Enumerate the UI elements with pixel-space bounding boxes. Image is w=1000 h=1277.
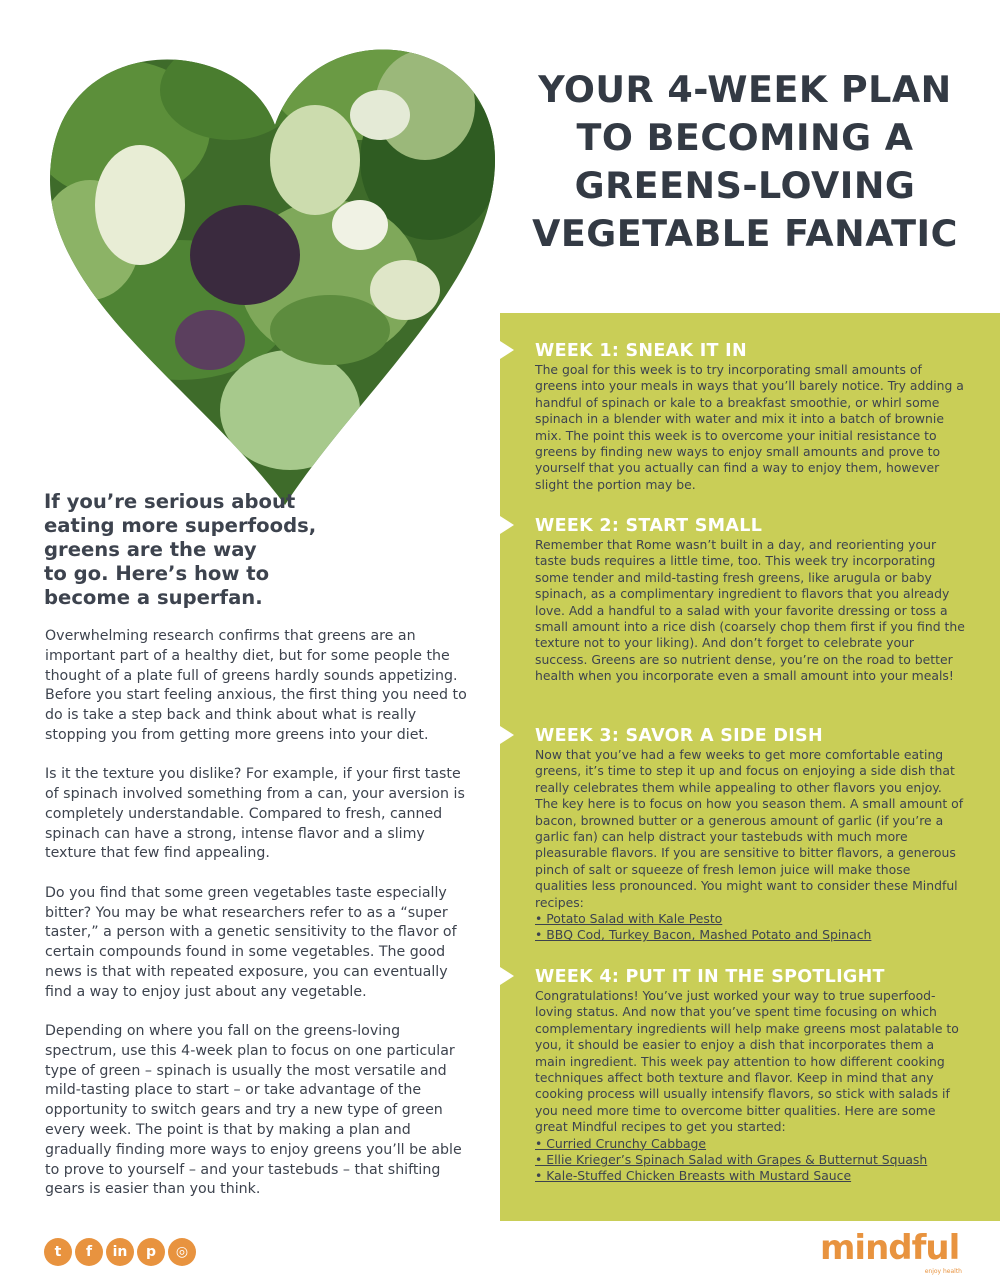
mindful-logo [820,1228,970,1274]
facebook-icon[interactable]: f [75,1238,103,1266]
intro-body [45,627,475,1220]
week-3-text: Now that you’ve had a few weeks to get more comfortable eating greens, it’s time to step it up and focus on enjoying a side dish that really celebrates them while appealing to other flavors you enjoy. The key here is to focus on how you season them. A small amount of bacon, browned butter or a generous amount of garlic (if you’re a garlic fan) can help distract your tastebuds with much more pleasurable flavors. If you are sensitive to bitter flavors, a generous pinch of salt or squeeze of fresh lemon juice will make those qualities less pronounced. You might want to consider these Mindful recipes: [535,747,964,910]
page-title [510,66,980,258]
week-1-heading: WEEK 1: SNEAK IT IN [535,341,747,361]
body-paragraph: Do you find that some green vegetables taste especially bitter? You may be what researchers refer to as a “super taster,” a person with a genetic sensitivity to the flavor of certain compounds found in some vegetables. The good news is that with repeated exposure, you can eventually find a way to enjoy just about any vegetable. [45,884,457,1000]
intro-lead [44,490,344,610]
week-1-text: The goal for this week is to try incorporating small amounts of greens into your meals in ways that you’ll barely notice. Try adding a handful of spinach or kale to a breakfast smoothie, or whirl some spinach in a blender with water and mix it into a batch of brownie mix. The point this week is to overcome your initial resistance to greens by finding new ways to enjoy small amounts and prove to yourself that you actually can find a way to enjoy them, however slight the portion may be. [535,362,964,492]
week-2-heading: WEEK 2: START SMALL [535,516,763,536]
recipe-link[interactable]: • Kale-Stuffed Chicken Breasts with Mustard Sauce [535,1168,852,1184]
week-4-notch [500,967,514,985]
recipe-link[interactable]: • BBQ Cod, Turkey Bacon, Mashed Potato and Spinach [535,927,872,943]
body-paragraph: Depending on where you fall on the greens-loving spectrum, use this 4-week plan to focus on one particular type of green – spinach is usually the most versatile and mild-tasting place to start – or take advantage of the opportunity to switch gears and try a new type of green every week. The point is that by making a plan and gradually finding more ways to enjoy greens you’ll be able to prove to yourself – and your tastebuds – that shifting gears is easier than you think. [45,1023,462,1198]
recipe-link[interactable]: • Potato Salad with Kale Pesto [535,911,723,927]
week-2-text: Remember that Rome wasn’t built in a day, and reorienting your taste buds requires a little time, too. This week try incorporating some tender and mild-tasting fresh greens, like arugula or baby spinach, as a complimentary ingredient to flavors that you already love. Add a handful to a salad with your favorite dressing or toss a small amount into a rice dish (coarsely chop them first if you find the texture not to your liking). And don’t forget to celebrate your success. Greens are so nutrient dense, you’re on the road to better health when you incorporate even a small amount into your meals! [535,537,965,684]
title-line: GREENS-LOVING [574,164,916,207]
week-1-notch [500,341,514,359]
week-3-notch [500,726,514,744]
vegetable-heart-image [30,10,510,510]
week-2-section [535,515,965,685]
recipe-link[interactable]: • Ellie Krieger’s Spinach Salad with Grapes & Butternut Squash [535,1152,928,1168]
week-4-text: Congratulations! You’ve just worked your way to true superfood-loving status. And now that you’ve spent time focusing on which complementary ingredients will help make greens most palatable to you, it should be easier to enjoy a dish that incorporates them a main ingredient. This week pay attention to how different cooking techniques affect both texture and flavor. Keep in mind that any cooking process will usually intensify flavors, so stick with salads if you need more time to overcome bitter qualities. Here are some great Mindful recipes to get you started: [535,988,959,1135]
week-4-section [535,966,965,1185]
pinterest-icon[interactable]: p [137,1238,165,1266]
week-4-heading: WEEK 4: PUT IT IN THE SPOTLIGHT [535,967,885,987]
logo-tagline: enjoy health [924,1268,962,1275]
lead-line: If you’re serious about [44,490,296,513]
logo-wordmark: mindful [820,1228,960,1268]
linkedin-icon[interactable]: in [106,1238,134,1266]
week-4-recipe-links [535,1136,965,1185]
title-line: TO BECOMING A [576,116,914,159]
lead-line: to go. Here’s how to [44,562,270,585]
body-paragraph: Is it the texture you dislike? For example, if your first taste of spinach involved something from a can, your aversion is completely understandable. Compared to fresh, canned spinach can have a strong, intense flavor and a slimy texture that few find appealing. [45,766,465,862]
week-1-section [535,340,965,493]
recipe-link[interactable]: • Curried Crunchy Cabbage [535,1135,707,1151]
instagram-icon[interactable]: ◎ [168,1238,196,1266]
week-3-section [535,725,965,944]
body-paragraph: Overwhelming research confirms that greens are an important part of a healthy diet, but for some people the thought of a plate full of greens hardly sounds appetizing. Before you start feeling anxious, the first thing you need to do is take a step back and think about what is really stopping you from getting more greens into your diet. [45,628,467,743]
week-2-notch [500,516,514,534]
week-3-heading: WEEK 3: SAVOR A SIDE DISH [535,726,823,746]
social-links [44,1238,196,1266]
week-3-recipe-links [535,911,965,944]
twitter-icon[interactable]: t [44,1238,72,1266]
lead-line: eating more superfoods, [44,514,317,537]
title-line: YOUR 4-WEEK PLAN [538,68,952,111]
lead-line: greens are the way [44,538,257,561]
lead-line: become a superfan. [44,586,263,609]
title-line: VEGETABLE FANATIC [532,212,958,255]
